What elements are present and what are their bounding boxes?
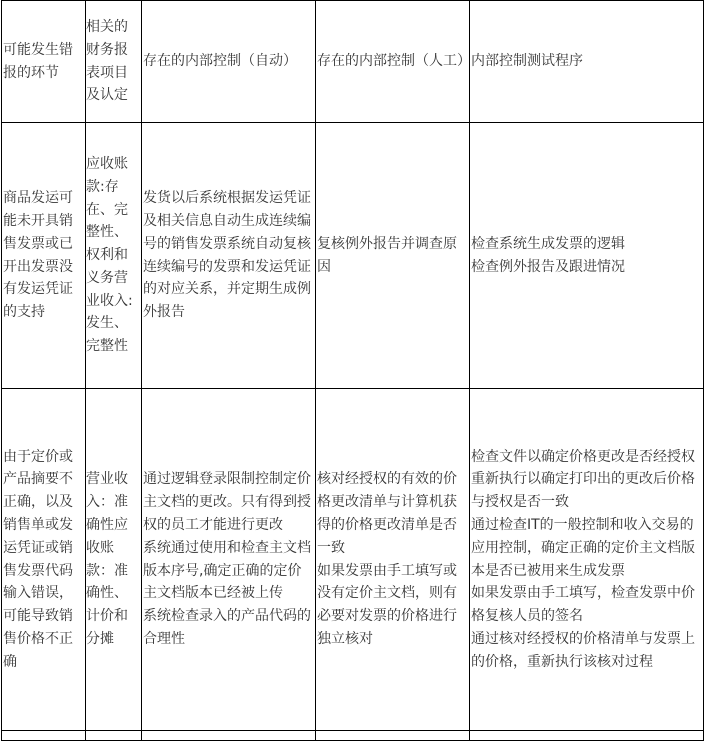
cell-manual-control <box>316 123 470 389</box>
cell-accounts <box>86 123 142 389</box>
header-test-procedures-text: 内部控制测试程序 <box>471 53 583 70</box>
internal-control-table <box>1 0 704 741</box>
cell-stage <box>2 389 86 731</box>
cell-empty <box>86 731 142 741</box>
cell-auto-control <box>142 389 316 731</box>
manual-control-line: 如果发票由手工填写或没有定价主文档，则有必要对发票的价格进行独立核对 <box>317 562 457 647</box>
table-row <box>2 123 704 389</box>
header-accounts <box>86 1 142 123</box>
cell-empty <box>316 731 470 741</box>
test-procedure-line: 检查文件以确定价格更改是否经授权 <box>471 448 695 465</box>
test-procedure-line: 检查例外报告及跟进情况 <box>471 258 625 275</box>
header-row <box>2 1 704 123</box>
cell-accounts-text: 营业收入：准确性应收账款：准确性、计价和分摊 <box>86 471 128 647</box>
test-procedure-line: 通过检查IT的一般控制和收入交易的应用控制，确定正确的定价主文档版本是否已被用来生成发票 <box>471 516 695 579</box>
cell-manual-control <box>316 389 470 731</box>
test-procedure-line: 检查系统生成发票的逻辑 <box>471 235 625 252</box>
header-test-procedures <box>470 1 704 123</box>
auto-control-line: 通过逻辑登录限制控制定价主文档的更改。只有得到授权的员工才能进行更改 <box>143 471 311 533</box>
test-procedure-line: 通过核对经授权的价格清单与发票上的价格，重新执行该核对过程 <box>471 630 695 670</box>
header-stage-text: 可能发生错报的环节 <box>3 41 73 81</box>
header-auto-control-text: 存在的内部控制（自动） <box>143 53 297 70</box>
header-manual-control-text: 存在的内部控制（人工） <box>317 53 471 70</box>
table-row-cut-off <box>2 731 704 741</box>
header-accounts-text: 相关的财务报表项目及认定 <box>86 18 128 104</box>
cell-stage-text: 由于定价或产品摘要不正确，以及销售单或发运凭证或销售发票代码输入错误，可能导致销售价格不正确 <box>3 448 73 670</box>
manual-control-line: 核对经授权的有效的价格更改清单与计算机获得的价格更改清单是否一致 <box>317 471 457 556</box>
auto-control-line: 系统检查录入的产品代码的合理性 <box>143 608 311 647</box>
cell-empty <box>470 731 704 741</box>
cell-accounts-text: 应收账款:存在、完整性、权利和义务营业收入:发生、完整性 <box>86 155 133 355</box>
cell-stage <box>2 123 86 389</box>
cell-empty <box>142 731 316 741</box>
cell-stage-text: 商品发运可能未开具销售发票或已开出发票没有发运凭证的支持 <box>3 190 73 321</box>
cell-accounts <box>86 389 142 731</box>
test-procedure-line: 重新执行以确定打印出的更改后价格与授权是否一致 <box>471 471 695 511</box>
cell-manual-control-text: 复核例外报告并调查原因 <box>317 235 457 275</box>
cell-test-procedures <box>470 123 704 389</box>
header-manual-control <box>316 1 470 123</box>
cell-auto-control-text: 发货以后系统根据发运凭证及相关信息自动生成连续编号的销售发票系统自动复核连续编号的发票和发运凭证的对应关系，并定期生成例外报告 <box>143 190 311 321</box>
header-stage <box>2 1 86 123</box>
cell-auto-control <box>142 123 316 389</box>
auto-control-line: 系统通过使用和检查主文档版本序号,确定正确的定价主文档版本已经被上传 <box>143 539 311 602</box>
test-procedure-line: 如果发票由手工填写，检查发票中价格复核人员的签名 <box>471 585 695 625</box>
table-row <box>2 389 704 731</box>
cell-test-procedures <box>470 389 704 731</box>
cell-empty <box>2 731 86 741</box>
header-auto-control <box>142 1 316 123</box>
